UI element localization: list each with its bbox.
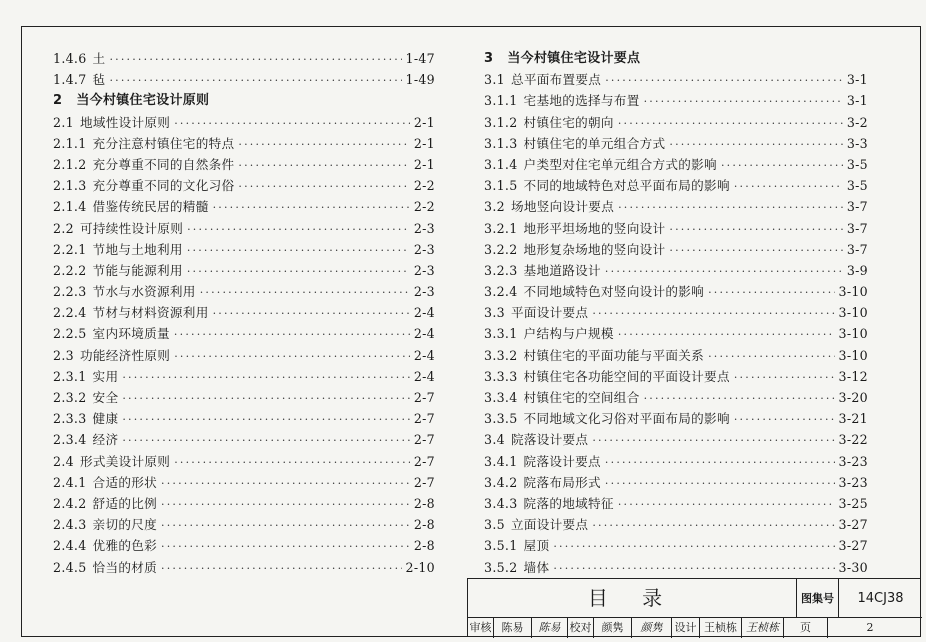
entry-number: 3.3.2 <box>484 347 518 363</box>
left-toc-entry <box>53 196 435 217</box>
leader-dots <box>644 91 843 112</box>
leader-dots <box>618 197 843 218</box>
leader-dots <box>187 219 410 240</box>
leader-dots <box>109 49 401 70</box>
right-toc-entry <box>484 260 868 281</box>
leader-dots <box>238 155 409 176</box>
entry-title: 村镇住宅的单元组合方式 <box>523 135 666 151</box>
leader-dots <box>122 388 409 409</box>
leader-dots <box>122 409 409 430</box>
left-toc-entry <box>53 175 435 196</box>
entry-title: 亲切的尺度 <box>92 517 158 533</box>
document-title: 目 录 <box>468 579 797 618</box>
entry-number: 2.2.5 <box>53 326 87 342</box>
leader-dots <box>238 176 409 197</box>
signature: 王桢栋 <box>742 618 784 638</box>
entry-page: 2-4 <box>413 326 435 342</box>
leader-dots <box>669 240 842 261</box>
right-toc-entry <box>484 557 868 578</box>
entry-number: 2.1.4 <box>53 199 87 215</box>
left-toc-entry <box>53 154 435 175</box>
entry-number: 2.3.3 <box>53 411 87 427</box>
entry-page: 3-5 <box>846 178 868 194</box>
entry-number: 3.2 <box>484 199 505 215</box>
entry-page: 2-7 <box>413 453 435 469</box>
entry-title: 节能与能源利用 <box>92 262 183 278</box>
entry-page: 2-3 <box>413 220 435 236</box>
entry-page: 2-4 <box>413 347 435 363</box>
entry-number: 2.2.1 <box>53 241 87 257</box>
entry-page: 3-27 <box>838 538 868 554</box>
right-toc-entry <box>484 493 868 514</box>
entry-page: 3-1 <box>846 72 868 88</box>
entry-title: 当今村镇住宅设计原则 <box>76 93 210 109</box>
entry-number: 3.4.2 <box>484 474 518 490</box>
entry-number: 3.5.2 <box>484 559 518 575</box>
entry-page: 2-7 <box>413 432 435 448</box>
entry-number: 3.3.3 <box>484 368 518 384</box>
right-toc-entry <box>484 408 868 429</box>
entry-title: 总平面布置要点 <box>510 72 602 88</box>
entry-title: 平面设计要点 <box>510 305 589 321</box>
entry-title: 不同地域文化习俗对平面布局的影响 <box>523 411 730 427</box>
entry-title: 舒适的比例 <box>92 495 158 511</box>
entry-title: 户结构与户规模 <box>523 326 614 342</box>
entry-number: 3.1.5 <box>484 178 518 194</box>
entry-title: 合适的形状 <box>92 474 158 490</box>
entry-number: 1.4.6 <box>53 51 87 66</box>
entry-number: 3.5 <box>484 517 505 533</box>
entry-page: 3-7 <box>846 220 868 236</box>
entry-title: 室内环境质量 <box>92 326 170 342</box>
right-toc-entry <box>484 472 868 493</box>
entry-title: 基地道路设计 <box>523 262 601 278</box>
entry-number: 3.4 <box>484 432 505 448</box>
entry-number: 3.2.3 <box>484 262 518 278</box>
entry-page: 2-3 <box>413 284 435 300</box>
toc-left-column <box>53 48 435 578</box>
entry-page: 3-10 <box>838 347 868 363</box>
entry-title: 墙体 <box>523 559 550 575</box>
leader-dots <box>187 261 410 282</box>
entry-page: 3-9 <box>846 262 868 278</box>
leader-dots <box>721 155 843 176</box>
leader-dots <box>161 473 410 494</box>
leader-dots <box>174 452 410 473</box>
entry-title: 功能经济性原则 <box>79 347 171 363</box>
entry-page: 1-49 <box>405 72 435 88</box>
entry-number: 2.2.3 <box>53 284 87 300</box>
entry-number: 2.4.1 <box>53 474 87 490</box>
leader-dots <box>122 430 409 451</box>
entry-number: 2.2.4 <box>53 305 87 321</box>
left-toc-entry <box>53 387 435 408</box>
right-toc-entry <box>484 112 868 133</box>
entry-title: 院落设计要点 <box>523 453 601 469</box>
left-toc-entry <box>53 366 435 387</box>
entry-page: 3-7 <box>846 241 868 257</box>
entry-title: 院落的地域特征 <box>523 495 614 511</box>
signoff-cell: 页 <box>784 618 828 638</box>
leader-dots <box>618 324 835 345</box>
signoff-cell: 陈易 <box>494 618 532 638</box>
entry-title: 村镇住宅的平面功能与平面关系 <box>523 347 705 363</box>
left-toc-entry <box>53 281 435 302</box>
entry-number: 3.1.2 <box>484 114 518 130</box>
leader-dots <box>734 409 835 430</box>
left-toc-entry <box>53 112 435 133</box>
leader-dots <box>605 70 843 91</box>
leader-dots <box>592 430 834 451</box>
right-toc-entry <box>484 366 868 387</box>
entry-title: 实用 <box>92 368 119 384</box>
entry-page: 2-1 <box>413 114 435 130</box>
leader-dots <box>553 558 834 579</box>
entry-page: 2-10 <box>405 559 435 575</box>
entry-page: 2-1 <box>413 135 435 151</box>
entry-page: 3-10 <box>838 284 868 300</box>
signature: 陈易 <box>532 618 568 638</box>
entry-number: 3.1.4 <box>484 156 518 172</box>
entry-title: 不同的地域特色对总平面布局的影响 <box>523 178 730 194</box>
entry-number: 2.1 <box>53 114 74 130</box>
signoff-cell: 设计 <box>672 618 700 638</box>
entry-title: 院落布局形式 <box>523 474 601 490</box>
left-toc-entry <box>53 493 435 514</box>
toc-right-column <box>484 48 868 578</box>
left-toc-entry <box>53 451 435 472</box>
right-toc-entry <box>484 218 868 239</box>
entry-page: 3-7 <box>846 199 868 215</box>
entry-page: 2-2 <box>413 199 435 215</box>
entry-title: 村镇住宅的朝向 <box>523 114 614 130</box>
entry-page: 3-23 <box>838 453 868 469</box>
entry-title: 土 <box>92 51 106 66</box>
entry-title: 当今村镇住宅设计要点 <box>507 51 641 66</box>
right-toc-entry <box>484 175 868 196</box>
entry-number: 1.4.7 <box>53 72 87 88</box>
right-toc-entry <box>484 133 868 154</box>
entry-number: 2.2 <box>53 220 74 236</box>
left-toc-entry <box>53 345 435 366</box>
entry-number: 3.3.4 <box>484 390 518 405</box>
leader-dots <box>161 515 410 536</box>
leader-dots <box>187 240 410 261</box>
entry-number: 3.4.3 <box>484 495 518 511</box>
leader-dots <box>605 473 835 494</box>
entry-page: 3-3 <box>846 135 868 151</box>
entry-title: 户类型对住宅单元组合方式的影响 <box>523 156 717 172</box>
entry-number: 2.4.5 <box>53 559 87 575</box>
signature: 颜隽 <box>632 618 672 638</box>
entry-number: 3.5.1 <box>484 538 518 554</box>
right-toc-entry <box>484 387 868 408</box>
entry-title: 宅基地的选择与布置 <box>523 93 640 109</box>
left-toc-entry <box>53 472 435 493</box>
signoff-cell: 校对 <box>568 618 594 638</box>
entry-number: 2.3 <box>53 347 74 363</box>
entry-number: 2 <box>53 93 63 109</box>
signoff-cell: 2 <box>866 621 874 634</box>
left-toc-entry <box>53 133 435 154</box>
entry-title: 充分注意村镇住宅的特点 <box>92 135 235 151</box>
entry-number: 2.3.4 <box>53 432 87 448</box>
leader-dots <box>213 303 410 324</box>
entry-number: 2.3.1 <box>53 368 87 384</box>
left-toc-entry <box>53 69 435 90</box>
leader-dots <box>592 515 834 536</box>
signoff-cell: 王桢栋 <box>700 618 742 638</box>
entry-number: 3.1 <box>484 72 505 88</box>
entry-title: 立面设计要点 <box>510 517 589 533</box>
entry-page: 2-7 <box>413 474 435 490</box>
entry-page: 3-27 <box>838 517 868 533</box>
left-toc-entry <box>53 429 435 450</box>
entry-page: 3-10 <box>838 326 868 342</box>
leader-dots <box>213 197 410 218</box>
leader-dots <box>669 134 842 155</box>
entry-page: 2-1 <box>413 156 435 172</box>
leader-dots <box>161 494 410 515</box>
left-toc-entry <box>53 535 435 556</box>
entry-title: 优雅的色彩 <box>92 538 158 554</box>
right-toc-entry <box>484 302 868 323</box>
entry-title: 充分尊重不同的自然条件 <box>92 156 235 172</box>
entry-number: 3.1.1 <box>484 93 518 109</box>
entry-title: 场地竖向设计要点 <box>510 199 615 215</box>
entry-number: 3 <box>484 51 494 66</box>
atlas-number-label: 图集号 <box>797 579 839 618</box>
leader-dots <box>161 536 410 557</box>
entry-title: 不同地域特色对竖向设计的影响 <box>523 284 705 300</box>
entry-title: 地域性设计原则 <box>79 114 171 130</box>
entry-number: 2.1.1 <box>53 135 87 151</box>
entry-number: 2.1.2 <box>53 156 87 172</box>
entry-title: 可持续性设计原则 <box>79 220 184 236</box>
entry-title: 充分尊重不同的文化习俗 <box>92 178 235 194</box>
right-toc-entry <box>484 535 868 556</box>
leader-dots <box>238 134 409 155</box>
entry-title: 屋顶 <box>523 538 550 554</box>
leader-dots <box>644 388 835 409</box>
entry-page: 2-8 <box>413 538 435 554</box>
entry-number: 3.4.1 <box>484 453 518 469</box>
entry-page: 2-8 <box>413 495 435 511</box>
leader-dots <box>669 219 842 240</box>
right-toc-entry <box>484 429 868 450</box>
entry-page: 3-25 <box>838 495 868 511</box>
entry-page: 3-2 <box>846 114 868 130</box>
entry-title: 地形复杂场地的竖向设计 <box>523 241 666 257</box>
entry-page: 3-12 <box>838 368 868 384</box>
entry-title: 节材与材料资源利用 <box>92 305 209 321</box>
entry-page: 3-22 <box>838 432 868 448</box>
entry-page: 3-10 <box>838 305 868 321</box>
left-toc-entry <box>53 48 435 69</box>
leader-dots <box>618 113 843 134</box>
signoff-cell: 审核 <box>468 618 494 638</box>
leader-dots <box>161 558 401 579</box>
entry-title: 形式美设计原则 <box>79 453 171 469</box>
entry-page: 2-8 <box>413 517 435 533</box>
leader-dots <box>200 282 410 303</box>
entry-title: 安全 <box>92 390 119 405</box>
entry-number: 2.1.3 <box>53 178 87 194</box>
left-toc-entry <box>53 260 435 281</box>
entry-page: 2-4 <box>413 305 435 321</box>
left-toc-entry <box>53 218 435 239</box>
entry-number: 2.4.2 <box>53 495 87 511</box>
entry-title: 村镇住宅各功能空间的平面设计要点 <box>523 368 730 384</box>
entry-page: 3-5 <box>846 156 868 172</box>
right-toc-entry <box>484 345 868 366</box>
entry-title: 健康 <box>92 411 119 427</box>
entry-number: 3.2.1 <box>484 220 518 236</box>
entry-page: 2-3 <box>413 262 435 278</box>
leader-dots <box>122 367 409 388</box>
left-toc-entry <box>53 239 435 260</box>
entry-title: 村镇住宅的空间组合 <box>523 390 640 405</box>
signoff-cell: 颜隽 <box>594 618 632 638</box>
left-toc-entry <box>53 408 435 429</box>
right-toc-entry <box>484 239 868 260</box>
leader-dots <box>174 324 410 345</box>
left-toc-entry <box>53 557 435 578</box>
entry-page: 3-30 <box>838 559 868 575</box>
leader-dots <box>174 113 410 134</box>
entry-title: 经济 <box>92 432 119 448</box>
right-toc-entry <box>484 154 868 175</box>
title-block <box>467 578 921 637</box>
entry-page: 3-1 <box>846 93 868 109</box>
leader-dots <box>553 536 834 557</box>
entry-title: 地形平坦场地的竖向设计 <box>523 220 666 236</box>
entry-number: 2.4.4 <box>53 538 87 554</box>
right-toc-entry <box>484 196 868 217</box>
entry-page: 1-47 <box>405 51 435 66</box>
left-toc-entry <box>53 323 435 344</box>
left-toc-entry <box>53 302 435 323</box>
leader-dots <box>605 452 835 473</box>
right-toc-entry <box>484 90 868 111</box>
leader-dots <box>592 303 834 324</box>
entry-number: 2.4.3 <box>53 517 87 533</box>
leader-dots <box>734 367 835 388</box>
leader-dots <box>174 346 410 367</box>
entry-number: 2.4 <box>53 453 74 469</box>
entry-number: 2.2.2 <box>53 262 87 278</box>
entry-title: 节水与水资源利用 <box>92 284 196 300</box>
right-toc-entry <box>484 69 868 90</box>
entry-page: 3-23 <box>838 474 868 490</box>
right-toc-entry <box>484 514 868 535</box>
entry-number: 3.2.2 <box>484 241 518 257</box>
leader-dots <box>605 261 843 282</box>
entry-page: 3-21 <box>838 411 868 427</box>
right-section-heading <box>484 48 868 69</box>
right-toc-entry <box>484 451 868 472</box>
entry-title: 节地与土地利用 <box>92 241 183 257</box>
entry-page: 2-7 <box>413 411 435 427</box>
entry-number: 2.3.2 <box>53 390 87 405</box>
entry-page: 2-3 <box>413 241 435 257</box>
entry-number: 3.1.3 <box>484 135 518 151</box>
left-section-heading <box>53 90 435 111</box>
entry-number: 3.3.1 <box>484 326 518 342</box>
entry-title: 借鉴传统民居的精髓 <box>92 199 209 215</box>
entry-number: 3.3 <box>484 305 505 321</box>
right-toc-entry <box>484 323 868 344</box>
right-toc-entry <box>484 281 868 302</box>
leader-dots <box>734 176 843 197</box>
entry-page: 3-20 <box>838 390 868 405</box>
atlas-code: 14CJ38 <box>839 579 922 618</box>
leader-dots <box>618 494 835 515</box>
leader-dots <box>109 70 401 91</box>
entry-title: 恰当的材质 <box>92 559 158 575</box>
entry-page: 2-7 <box>413 390 435 405</box>
leader-dots <box>708 346 834 367</box>
entry-number: 3.2.4 <box>484 284 518 300</box>
entry-title: 毡 <box>92 72 106 88</box>
entry-number: 3.3.5 <box>484 411 518 427</box>
leader-dots <box>708 282 834 303</box>
left-toc-entry <box>53 514 435 535</box>
entry-page: 2-2 <box>413 178 435 194</box>
entry-title: 院落设计要点 <box>510 432 589 448</box>
entry-page: 2-4 <box>413 368 435 384</box>
